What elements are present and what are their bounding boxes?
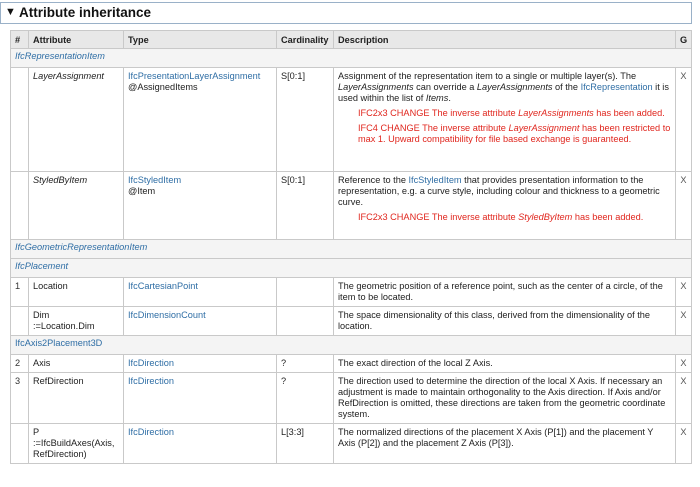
attribute-name: Location [29, 278, 124, 307]
col-header-type: Type [124, 31, 277, 49]
cardinality [277, 278, 334, 307]
attribute-table [10, 30, 692, 464]
type-cell [124, 68, 277, 172]
attribute-derivation: :=IfcBuildAxes(Axis, RefDirection) [33, 438, 115, 459]
table-row [11, 424, 692, 464]
desc-link[interactable]: IfcRepresentation [580, 82, 653, 92]
change-note [358, 108, 671, 119]
col-header-g: G [676, 31, 692, 49]
col-header-cardinality: Cardinality [277, 31, 334, 49]
attribute-name: StyledByItem [29, 172, 124, 240]
cardinality: S[0:1] [277, 68, 334, 172]
cardinality: ? [277, 373, 334, 424]
cardinality: L[3:3] [277, 424, 334, 464]
desc-text: can override a [413, 82, 477, 92]
description: The space dimensionality of this class, derived from the dimensionality of the location. [334, 307, 676, 336]
section-link-ifcgeometricrepresentationitem[interactable]: IfcGeometricRepresentationItem [11, 240, 692, 259]
section-row [11, 240, 692, 259]
change-text: has been added. [572, 212, 644, 222]
change-italic: LayerAssignment [508, 123, 580, 133]
description [334, 68, 676, 172]
col-header-num: # [11, 31, 29, 49]
type-link[interactable]: IfcDimensionCount [128, 310, 206, 320]
desc-text: that provides presentation information to the representation, e.g. a curve style, including colour and thickness to a geometric curve. [338, 175, 660, 207]
type-link[interactable]: IfcPresentationLayerAssignment [128, 71, 261, 81]
attribute-name-text: Dim [33, 310, 50, 320]
g-flag: X [676, 307, 692, 336]
attribute-derivation: :=Location.Dim [33, 321, 95, 331]
type-cell [124, 278, 277, 307]
desc-text: Reference to the [338, 175, 409, 185]
row-num [11, 307, 29, 336]
desc-text: Assignment of the representation item to a single or multiple layer(s). The [338, 71, 637, 81]
desc-italic: Items [425, 93, 449, 103]
table-header-row [11, 31, 692, 49]
change-text: has been restricted to max 1. Upward compatibility for file based exchange is guaranteed. [358, 123, 671, 144]
g-flag: X [676, 278, 692, 307]
row-num: 1 [11, 278, 29, 307]
desc-text: of the [552, 82, 581, 92]
type-link[interactable]: IfcDirection [128, 427, 174, 437]
attribute-name: LayerAssignment [29, 68, 124, 172]
section-link-ifcaxis2placement3d[interactable]: IfcAxis2Placement3D [11, 336, 692, 355]
desc-italic: LayerAssignments [338, 82, 414, 92]
desc-text: it is used within the list of [338, 82, 669, 103]
change-text: has been added. [593, 108, 665, 118]
row-num: 2 [11, 355, 29, 373]
row-num [11, 424, 29, 464]
attribute-name [29, 424, 124, 464]
section-row [11, 336, 692, 355]
attribute-name [29, 307, 124, 336]
col-header-description: Description [334, 31, 676, 49]
section-header[interactable] [0, 2, 692, 24]
attribute-name: Axis [29, 355, 124, 373]
attribute-name: RefDirection [29, 373, 124, 424]
cardinality: ? [277, 355, 334, 373]
g-flag: X [676, 373, 692, 424]
col-header-attribute: Attribute [29, 31, 124, 49]
row-num: 3 [11, 373, 29, 424]
cardinality [277, 307, 334, 336]
change-note [358, 123, 671, 145]
section-link-ifcrepresentationitem[interactable]: IfcRepresentationItem [11, 49, 692, 68]
type-link[interactable]: IfcStyledItem [128, 175, 182, 185]
change-text: IFC2x3 CHANGE The inverse attribute [358, 108, 519, 118]
type-cell [124, 172, 277, 240]
attribute-name-text: P [33, 427, 40, 437]
description: The normalized directions of the placement X Axis (P[1]) and the placement Y Axis (P[2]) and the placement Z Axis (P[3]). [334, 424, 676, 464]
type-cell [124, 424, 277, 464]
change-text: IFC4 CHANGE The inverse attribute [358, 123, 509, 133]
row-num [11, 172, 29, 240]
g-flag: X [676, 172, 692, 240]
section-title: Attribute inheritance [19, 5, 152, 20]
section-link-ifcplacement[interactable]: IfcPlacement [11, 259, 692, 278]
g-flag: X [676, 68, 692, 172]
desc-italic: LayerAssignments [476, 82, 553, 92]
description: The geometric position of a reference point, such as the center of a circle, of the item to be located. [334, 278, 676, 307]
description: The exact direction of the local Z Axis. [334, 355, 676, 373]
change-italic: StyledByItem [518, 212, 573, 222]
description [334, 172, 676, 240]
type-cell [124, 355, 277, 373]
type-link[interactable]: IfcDirection [128, 376, 174, 386]
change-italic: LayerAssignments [518, 108, 594, 118]
collapse-triangle-icon[interactable]: ▼ [5, 6, 16, 18]
type-cell [124, 373, 277, 424]
type-link[interactable]: IfcCartesianPoint [128, 281, 198, 291]
type-cell [124, 307, 277, 336]
table-row [11, 172, 692, 240]
type-inverse: @AssignedItems [128, 82, 198, 92]
desc-text: . [448, 93, 451, 103]
desc-link[interactable]: IfcStyledItem [408, 175, 462, 185]
type-link[interactable]: IfcDirection [128, 358, 174, 368]
table-row [11, 355, 692, 373]
type-inverse: @Item [128, 186, 156, 196]
cardinality: S[0:1] [277, 172, 334, 240]
section-row [11, 259, 692, 278]
section-row [11, 49, 692, 68]
table-row [11, 278, 692, 307]
g-flag: X [676, 355, 692, 373]
change-text: IFC2x3 CHANGE The inverse attribute [358, 212, 519, 222]
table-row [11, 307, 692, 336]
table-row [11, 68, 692, 172]
g-flag: X [676, 424, 692, 464]
description: The direction used to determine the direction of the local X Axis. If necessary an adjustment is made to maintain orthogonality to the Axis direction. If Axis and/or RefDirection is omitted, these directions are taken from the geometric coordinate system. [334, 373, 676, 424]
row-num [11, 68, 29, 172]
table-row [11, 373, 692, 424]
change-note [358, 212, 671, 223]
